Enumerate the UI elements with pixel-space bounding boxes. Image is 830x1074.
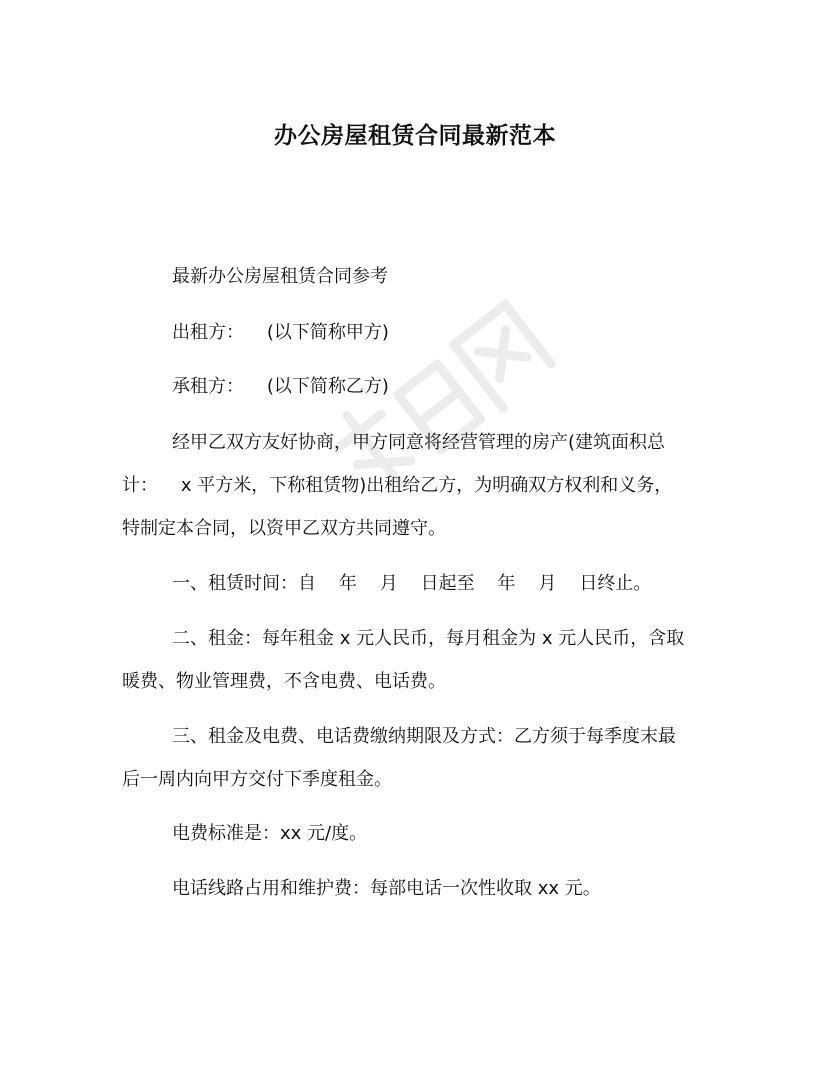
intro-paragraph-line-3: 特制定本合同，以资甲乙双方共同遵守。	[122, 518, 446, 539]
clause-rent-line-1: 二、租金：每年租金 x 元人民币，每月租金为 x 元人民币，含取	[172, 628, 685, 649]
intro-paragraph-line-1: 经甲乙双方友好协商，甲方同意将经营管理的房产(建筑面积总	[172, 432, 666, 453]
electricity-rate: 电费标准是：xx 元/度。	[172, 823, 368, 844]
intro-paragraph-line-2: 计： x 平方米，下称租赁物)出租给乙方，为明确双方权利和义务，	[122, 475, 673, 496]
lessor-line: 出租方： (以下简称甲方)	[172, 322, 389, 343]
phone-fee: 电话线路占用和维护费：每部电话一次性收取 xx 元。	[172, 878, 601, 899]
document-title: 办公房屋租赁合同最新范本	[274, 123, 556, 149]
clause-payment-line-1: 三、租金及电费、电话费缴纳期限及方式：乙方须于每季度末最	[172, 726, 676, 747]
lessee-line: 承租方： (以下简称乙方)	[172, 376, 389, 397]
document-subtitle: 最新办公房屋租赁合同参考	[172, 266, 388, 287]
clause-rental-period: 一、租赁时间：自 年 月 日起至 年 月 日终止。	[172, 573, 652, 594]
clause-rent-line-2: 暖费、物业管理费，不含电费、电话费。	[122, 671, 446, 692]
clause-payment-line-2: 后一周内向甲方交付下季度租金。	[122, 769, 392, 790]
